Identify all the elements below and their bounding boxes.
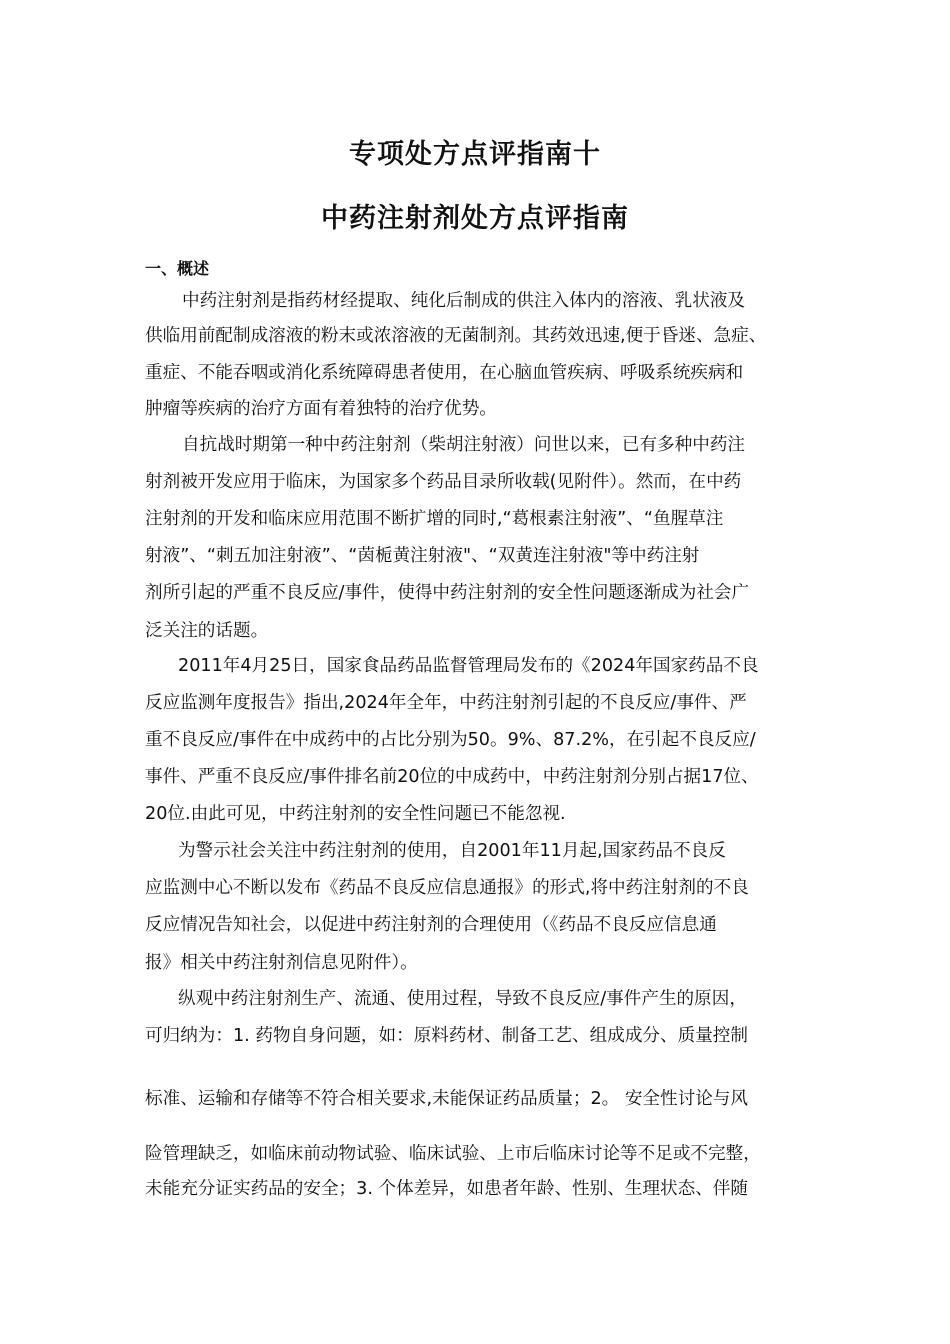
paragraph-line: 险管理缺乏，如临床前动物试验、临床试验、上市后临床讨论等不足或不完整， [145,1144,761,1164]
paragraph-line: 反应情况告知社会，以促进中药注射剂的合理使用（《药品不良反应信息通 [145,915,717,935]
paragraph-line: 标准、运输和存储等不符合相关要求,未能保证药品质量；2。 安全性讨论与风 [145,1089,748,1109]
paragraph-line: 重不良反应/事件在中成药中的占比分别为50。9%、87.2%，在引起不良反应/ [145,730,756,750]
paragraph-line: 应监测中心不断以发布《药品不良反应信息通报》的形式,将中药注射剂的不良 [145,878,749,898]
paragraph-line: 泛关注的话题。 [145,621,269,641]
paragraph-line: 注射剂的开发和临床应用范围不断扩增的同时,“葛根素注射液”、“鱼腥草注 [145,509,724,529]
paragraph-line: 射液”、“刺五加注射液”、“茵栀黄注射液"、“双黄连注射液"等中药注射 [145,546,700,566]
paragraph-line: 未能充分证实药品的安全；3. 个体差异，如患者年龄、性别、生理状态、伴随 [145,1179,748,1199]
paragraph-line: 剂所引起的严重不良反应/事件，使得中药注射剂的安全性问题逐渐成为社会广 [145,583,750,603]
paragraph-line: 供临用前配制成溶液的粉末或浓溶液的无菌制剂。其药效迅速,便于昏迷、急症、 [145,326,767,346]
paragraph-line: 中药注射剂是指药材经提取、纯化后制成的供注入体内的溶液、乳状液及 [182,291,746,311]
paragraph-line: 可归纳为：1. 药物自身问题，如：原料药材、制备工艺、组成成分、质量控制 [145,1026,748,1046]
paragraph-line: 自抗战时期第一种中药注射剂（柴胡注射液）问世以来，已有多种中药注 [182,435,746,455]
paragraph-line: 射剂被开发应用于临床，为国家多个药品目录所收载(见附件）。然而，在中药 [145,472,742,492]
document-title: 专项处方点评指南十 [349,139,601,170]
document-subtitle: 中药注射剂处方点评指南 [321,203,629,234]
section-heading: 一、概述 [145,259,210,278]
paragraph-line: 报》相关中药注射剂信息见附件）。 [145,953,418,973]
paragraph-line: 肿瘤等疾病的治疗方面有着独特的治疗优势。 [145,399,497,419]
paragraph-line: 重症、不能吞咽或消化系统障碍患者使用，在心脑血管疾病、呼吸系统疾病和 [145,363,744,383]
paragraph-line: 纵观中药注射剂生产、流通、使用过程，导致不良反应/事件产生的原因， [178,989,747,1009]
paragraph-line: 事件、严重不良反应/事件排名前20位的中成药中，中药注射剂分别占据17位、 [145,767,759,787]
paragraph-line: 为警示社会关注中药注射剂的使用，自2001年11月起,国家药品不良反 [178,841,726,861]
paragraph-line: 20位.由此可见，中药注射剂的安全性问题已不能忽视. [145,804,566,824]
paragraph-line: 2011年4月25日，国家食品药品监督管理局发布的《2024年国家药品不良 [178,656,759,676]
paragraph-line: 反应监测年度报告》指出,2024年全年，中药注射剂引起的不良反应/事件、严 [145,693,747,713]
